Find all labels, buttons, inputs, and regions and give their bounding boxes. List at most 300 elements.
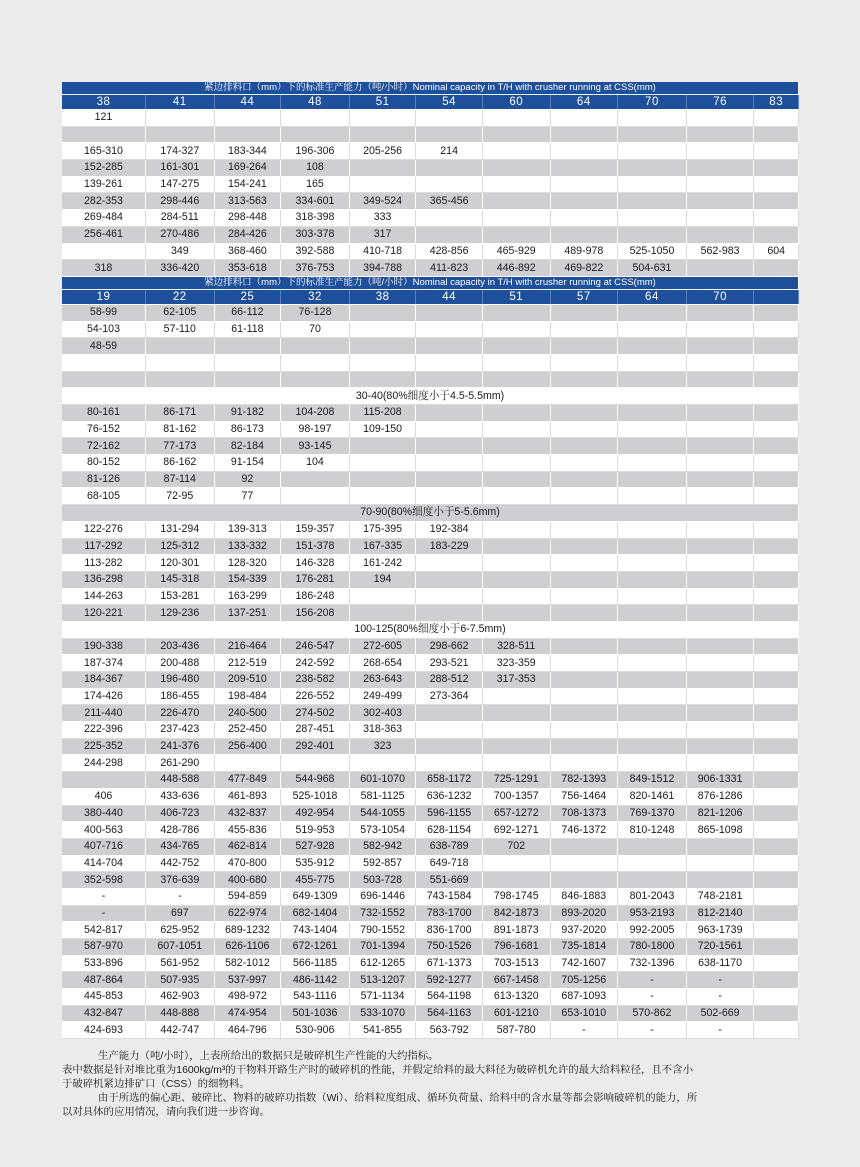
css-header-cell: 54	[416, 95, 483, 110]
table-cell: 86-162	[145, 455, 214, 472]
table-cell	[686, 321, 754, 338]
table-cell: 400-563	[62, 822, 145, 839]
table-cell: 446-892	[482, 260, 550, 277]
section-row	[62, 621, 799, 638]
css-header-cell: 44	[214, 95, 281, 110]
table-cell: 68-105	[62, 488, 145, 505]
table-cell: 783-1700	[416, 905, 483, 922]
table-cell	[482, 872, 550, 889]
table-row	[62, 371, 799, 388]
table-cell	[550, 555, 618, 572]
table-cell: 156-208	[281, 605, 350, 622]
table-cell	[618, 688, 687, 705]
table-cell: 796-1681	[482, 939, 550, 956]
table-cell: 313-563	[214, 193, 281, 210]
table-cell: 626-1106	[214, 939, 281, 956]
table-cell	[618, 755, 687, 772]
table-cell: 906-1331	[686, 772, 754, 789]
css-header-cell: 32	[281, 289, 350, 304]
table-cell	[550, 143, 618, 160]
table-cell: 461-893	[214, 788, 281, 805]
table-cell	[754, 226, 799, 243]
table-row	[62, 1022, 799, 1039]
table-cell	[482, 143, 550, 160]
table-cell: 433-636	[145, 788, 214, 805]
table-cell: 392-588	[281, 243, 350, 260]
table-cell: 846-1883	[550, 888, 618, 905]
table-cell: 564-1198	[416, 989, 483, 1006]
table-cell: 183-344	[214, 143, 281, 160]
table-cell: 167-335	[349, 538, 416, 555]
table-cell: 86-173	[214, 421, 281, 438]
table-cell	[416, 210, 483, 227]
table-cell	[686, 126, 754, 143]
table-cell	[618, 722, 687, 739]
table-cell	[416, 304, 483, 321]
table-cell	[618, 421, 687, 438]
table-row	[62, 304, 799, 321]
table-cell	[482, 126, 550, 143]
table-cell: 836-1700	[416, 922, 483, 939]
table-cell: 222-396	[62, 722, 145, 739]
table-cell: 798-1745	[482, 888, 550, 905]
table-cell	[618, 672, 687, 689]
table-cell	[618, 521, 687, 538]
table-cell	[618, 471, 687, 488]
table-cell: 115-208	[349, 405, 416, 422]
table-cell: 298-662	[416, 638, 483, 655]
table-cell: -	[618, 972, 687, 989]
table-cell	[618, 638, 687, 655]
table-cell	[686, 555, 754, 572]
table-cell	[686, 638, 754, 655]
table-cell: 145-318	[145, 571, 214, 588]
table-cell	[754, 110, 799, 127]
table-row	[62, 655, 799, 672]
table-cell: 849-1512	[618, 772, 687, 789]
table-cell: -	[618, 989, 687, 1006]
table-cell: 581-1125	[349, 788, 416, 805]
section-label: 30-40(80%细度小于4.5-5.5mm)	[62, 388, 799, 405]
table-cell	[550, 110, 618, 127]
table-cell	[686, 371, 754, 388]
table-cell	[754, 905, 799, 922]
table-cell: 542-817	[62, 922, 145, 939]
table-cell	[754, 438, 799, 455]
table-cell	[686, 521, 754, 538]
table-row	[62, 672, 799, 689]
section-row	[62, 505, 799, 522]
table-cell: 406	[62, 788, 145, 805]
table-cell	[281, 755, 350, 772]
table-cell	[416, 722, 483, 739]
table-cell: 571-1134	[349, 989, 416, 1006]
table-cell	[145, 126, 214, 143]
table-cell	[349, 321, 416, 338]
table-cell	[482, 210, 550, 227]
table-cell	[686, 588, 754, 605]
table-cell: 284-426	[214, 226, 281, 243]
section-row	[62, 388, 799, 405]
table-cell: 200-488	[145, 655, 214, 672]
table-cell	[618, 605, 687, 622]
table-cell	[482, 588, 550, 605]
table-cell	[550, 160, 618, 177]
table-cell: 175-395	[349, 521, 416, 538]
table-cell	[550, 405, 618, 422]
table-cell: 196-480	[145, 672, 214, 689]
table-cell	[754, 421, 799, 438]
table-cell	[416, 455, 483, 472]
table-cell: 318-398	[281, 210, 350, 227]
table-row	[62, 455, 799, 472]
table-cell	[214, 338, 281, 355]
table-cell	[416, 588, 483, 605]
table-cell: 216-464	[214, 638, 281, 655]
table-cell: 407-716	[62, 838, 145, 855]
css-header-cell: 70	[686, 289, 754, 304]
table-cell	[214, 371, 281, 388]
table-cell	[618, 321, 687, 338]
table-cell	[482, 354, 550, 371]
table-cell: 91-182	[214, 405, 281, 422]
table-row	[62, 338, 799, 355]
table-cell: 144-263	[62, 588, 145, 605]
table-cell: 317-353	[482, 672, 550, 689]
table-cell	[618, 588, 687, 605]
table-cell	[686, 838, 754, 855]
table-cell	[754, 738, 799, 755]
table-cell	[686, 488, 754, 505]
table-cell	[482, 471, 550, 488]
css-header-cell: 57	[550, 289, 618, 304]
table-cell	[482, 705, 550, 722]
table-cell: 353-618	[214, 260, 281, 277]
table-cell: 428-786	[145, 822, 214, 839]
table-cell: 86-171	[145, 405, 214, 422]
table-cell: 153-281	[145, 588, 214, 605]
table-cell: 701-1394	[349, 939, 416, 956]
table-cell	[618, 126, 687, 143]
table-cell: 104-208	[281, 405, 350, 422]
table-cell	[754, 571, 799, 588]
table-cell	[618, 110, 687, 127]
table-cell	[145, 371, 214, 388]
table-cell	[62, 243, 145, 260]
table-cell	[550, 738, 618, 755]
table-cell	[281, 110, 350, 127]
table-cell: 252-450	[214, 722, 281, 739]
table-cell: 81-162	[145, 421, 214, 438]
capacity-table	[62, 82, 799, 1039]
css-header-cell: 51	[482, 289, 550, 304]
table-cell: 604	[754, 243, 799, 260]
table-cell	[145, 338, 214, 355]
table-cell: 596-1155	[416, 805, 483, 822]
table-cell: 58-99	[62, 304, 145, 321]
table-row	[62, 605, 799, 622]
table-cell: -	[550, 1022, 618, 1039]
table-cell	[754, 755, 799, 772]
note-line-3: 于破碎机紧边排矿口（CSS）的细物料。	[62, 1079, 250, 1090]
table-row	[62, 922, 799, 939]
table-cell	[550, 722, 618, 739]
table-cell: 226-470	[145, 705, 214, 722]
table-cell	[550, 855, 618, 872]
table-cell	[618, 488, 687, 505]
table-cell: 562-983	[686, 243, 754, 260]
table-cell	[686, 605, 754, 622]
table-cell	[686, 655, 754, 672]
table-cell: 194	[349, 571, 416, 588]
table-cell: 128-320	[214, 555, 281, 572]
table-cell	[686, 672, 754, 689]
table-cell: 544-1055	[349, 805, 416, 822]
table-row	[62, 772, 799, 789]
table-row	[62, 888, 799, 905]
table-cell	[482, 421, 550, 438]
table-cell	[686, 226, 754, 243]
table-cell: 464-796	[214, 1022, 281, 1039]
table-cell: 410-718	[349, 243, 416, 260]
table-cell	[550, 455, 618, 472]
table-cell: 54-103	[62, 321, 145, 338]
table-cell	[550, 421, 618, 438]
note-line-4: 由于所选的偏心距、破碎比、物料的破碎功指数（Wi）、给料粒度组成、循环负荷量、给料中的含水量等都会影响破碎机的能力，所	[98, 1093, 698, 1104]
table-cell	[754, 722, 799, 739]
note-line-5: 以对具体的应用情况，请向我们进一步咨询。	[62, 1107, 270, 1118]
table-cell: 80-152	[62, 455, 145, 472]
table-cell	[482, 338, 550, 355]
table-cell	[686, 110, 754, 127]
table-cell: 261-290	[145, 755, 214, 772]
table-cell	[482, 688, 550, 705]
table-cell	[618, 143, 687, 160]
table-cell: 687-1093	[550, 989, 618, 1006]
css-header-cell: 60	[482, 95, 550, 110]
table-cell: -	[686, 972, 754, 989]
table-row	[62, 688, 799, 705]
table-cell: 87-114	[145, 471, 214, 488]
table-cell: 636-1232	[416, 788, 483, 805]
table-cell: 61-118	[214, 321, 281, 338]
table-cell: 592-1277	[416, 972, 483, 989]
table-cell	[416, 755, 483, 772]
table-cell: 541-855	[349, 1022, 416, 1039]
table-cell: 672-1261	[281, 939, 350, 956]
table-row	[62, 638, 799, 655]
table-cell	[618, 705, 687, 722]
table-row	[62, 588, 799, 605]
table-row	[62, 521, 799, 538]
table-cell: 732-1396	[618, 955, 687, 972]
table-cell	[754, 555, 799, 572]
table-cell	[214, 126, 281, 143]
table-cell	[754, 405, 799, 422]
table-cell	[686, 455, 754, 472]
table-cell: 507-935	[145, 972, 214, 989]
table-cell: 122-276	[62, 521, 145, 538]
table-cell: 801-2043	[618, 888, 687, 905]
table-cell	[416, 160, 483, 177]
table-cell: 622-974	[214, 905, 281, 922]
table-cell	[416, 126, 483, 143]
table-cell	[482, 304, 550, 321]
table-cell: 937-2020	[550, 922, 618, 939]
table-cell	[686, 304, 754, 321]
css-header-cell: 76	[686, 95, 754, 110]
table-cell: 428-856	[416, 243, 483, 260]
table-cell: 732-1552	[349, 905, 416, 922]
table-cell: 152-285	[62, 160, 145, 177]
table-cell	[550, 210, 618, 227]
table-cell	[550, 571, 618, 588]
table-cell	[550, 354, 618, 371]
table-cell: 697	[145, 905, 214, 922]
table-cell: 782-1393	[550, 772, 618, 789]
table-cell: 151-378	[281, 538, 350, 555]
table-cell	[686, 143, 754, 160]
table-cell	[754, 488, 799, 505]
table-cell	[754, 955, 799, 972]
table-cell	[416, 705, 483, 722]
table-cell	[550, 638, 618, 655]
table-cell	[281, 338, 350, 355]
table-cell: 953-2193	[618, 905, 687, 922]
table-cell	[754, 989, 799, 1006]
table-cell: 186-455	[145, 688, 214, 705]
table-cell	[550, 304, 618, 321]
table-cell: 125-312	[145, 538, 214, 555]
table-cell: 780-1800	[618, 939, 687, 956]
table-cell: 91-154	[214, 455, 281, 472]
table-cell: 139-313	[214, 521, 281, 538]
table-cell: 352-598	[62, 872, 145, 889]
table-cell: 121	[62, 110, 145, 127]
table-cell	[349, 371, 416, 388]
table-cell: 161-242	[349, 555, 416, 572]
table-cell: 287-451	[281, 722, 350, 739]
table-cell	[482, 488, 550, 505]
table-cell: 424-693	[62, 1022, 145, 1039]
table-cell	[550, 605, 618, 622]
table-cell	[754, 304, 799, 321]
table-cell	[62, 354, 145, 371]
table-cell	[482, 755, 550, 772]
table-cell: 317	[349, 226, 416, 243]
table-cell	[754, 822, 799, 839]
table-cell: 434-765	[145, 838, 214, 855]
table-cell: 703-1513	[482, 955, 550, 972]
table-row	[62, 354, 799, 371]
table-cell: 566-1185	[281, 955, 350, 972]
table-cell	[214, 755, 281, 772]
table-cell: 183-229	[416, 538, 483, 555]
table-cell	[145, 110, 214, 127]
table-row	[62, 571, 799, 588]
table-cell: 72-95	[145, 488, 214, 505]
table-cell: 501-1036	[281, 1005, 350, 1022]
table-cell	[145, 354, 214, 371]
table-cell	[754, 655, 799, 672]
table-cell: -	[686, 989, 754, 1006]
table-cell	[281, 354, 350, 371]
table-cell	[686, 755, 754, 772]
table-cell: 92	[214, 471, 281, 488]
table-cell: 601-1210	[482, 1005, 550, 1022]
table-cell	[482, 160, 550, 177]
table-cell: 80-161	[62, 405, 145, 422]
table-cell: 334-601	[281, 193, 350, 210]
table-cell	[618, 855, 687, 872]
table-cell: -	[62, 905, 145, 922]
table-cell	[618, 226, 687, 243]
table-cell: 992-2005	[618, 922, 687, 939]
section-label: 70-90(80%细度小于5-5.6mm)	[62, 505, 799, 522]
table-row	[62, 872, 799, 889]
table-cell: 93-145	[281, 438, 350, 455]
css-header-row	[62, 289, 799, 304]
table-cell	[416, 605, 483, 622]
table-cell: 333	[349, 210, 416, 227]
table-cell: 448-888	[145, 1005, 214, 1022]
table-cell: 535-912	[281, 855, 350, 872]
table-cell	[482, 176, 550, 193]
table-cell: 82-184	[214, 438, 281, 455]
table-cell: 246-547	[281, 638, 350, 655]
table-cell	[754, 788, 799, 805]
table-cell	[349, 438, 416, 455]
table-cell	[754, 354, 799, 371]
table-cell	[62, 772, 145, 789]
table-cell: 376-639	[145, 872, 214, 889]
table-cell	[754, 143, 799, 160]
table-cell	[416, 471, 483, 488]
table-cell	[754, 772, 799, 789]
table-cell: 365-456	[416, 193, 483, 210]
table-cell: 442-747	[145, 1022, 214, 1039]
table-cell	[754, 338, 799, 355]
table-cell	[686, 176, 754, 193]
table-cell	[618, 838, 687, 855]
table-cell	[754, 176, 799, 193]
section-label: 100-125(80%细度小于6-7.5mm)	[62, 621, 799, 638]
css-header-row	[62, 95, 799, 110]
table-cell	[686, 421, 754, 438]
table-cell	[281, 471, 350, 488]
table-cell: 963-1739	[686, 922, 754, 939]
table-cell	[281, 371, 350, 388]
table-cell: 165	[281, 176, 350, 193]
table-cell	[754, 160, 799, 177]
table-cell: 682-1404	[281, 905, 350, 922]
table-cell: 812-2140	[686, 905, 754, 922]
table-cell: 226-552	[281, 688, 350, 705]
table-cell	[754, 126, 799, 143]
table-cell: 455-836	[214, 822, 281, 839]
table-cell: 692-1271	[482, 822, 550, 839]
table-cell: 543-1116	[281, 989, 350, 1006]
table-row	[62, 210, 799, 227]
table-cell: 582-1012	[214, 955, 281, 972]
table-cell: 587-780	[482, 1022, 550, 1039]
table-cell: 725-1291	[482, 772, 550, 789]
table-cell	[482, 321, 550, 338]
table-cell: 187-374	[62, 655, 145, 672]
table-cell: 658-1172	[416, 772, 483, 789]
table-cell: 154-339	[214, 571, 281, 588]
table-cell: 820-1461	[618, 788, 687, 805]
